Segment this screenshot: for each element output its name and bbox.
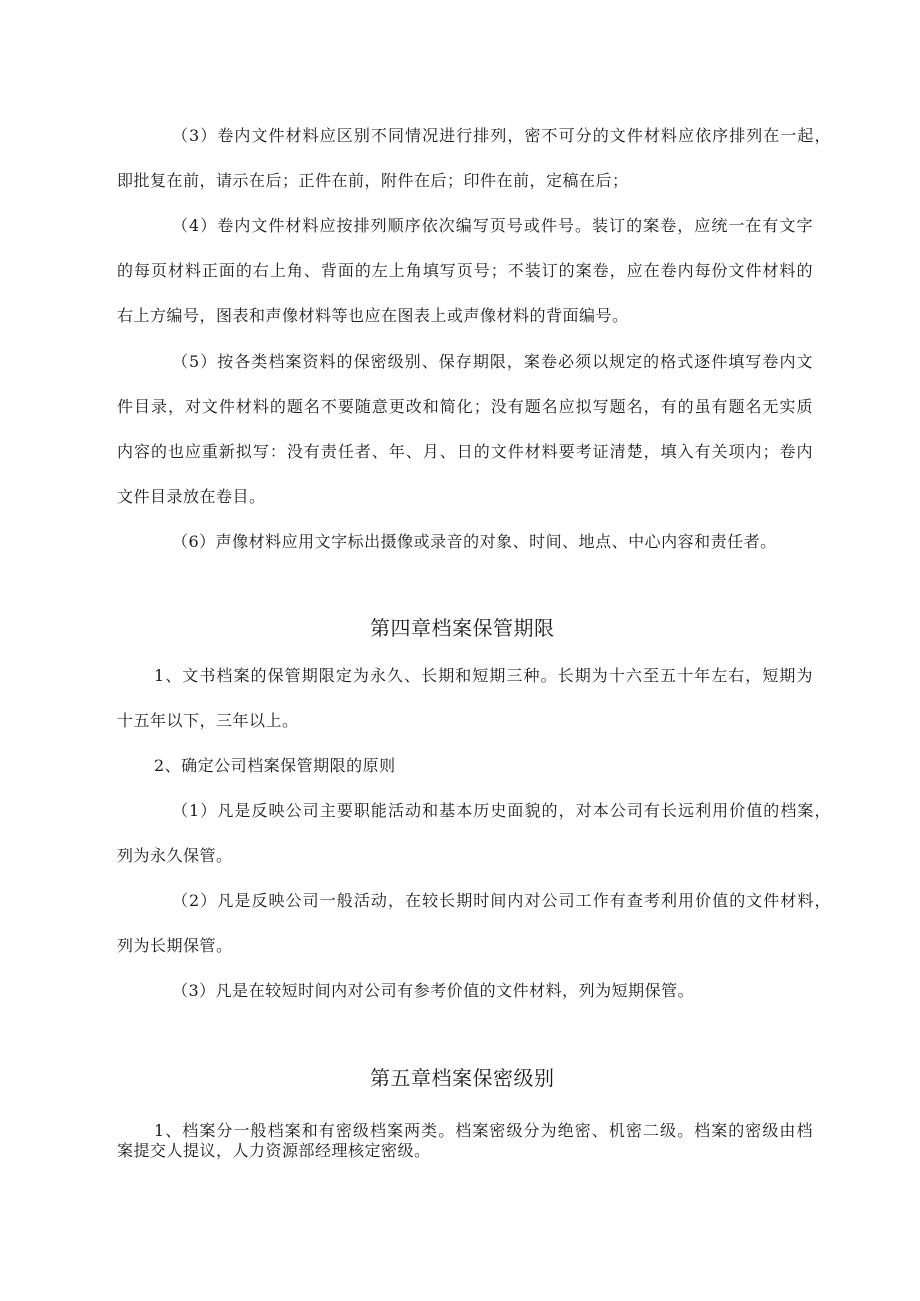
chapter-4-item-1-line-2: 十五年以下，三年以上。 bbox=[117, 711, 299, 730]
chapter-4-item-4-line-1: （2）凡是反映公司一般活动，在较长期时间内对公司工作有查考利用价值的文件材料， bbox=[172, 891, 831, 910]
chapter-4-item-4-line-2: 列为长期保管。 bbox=[117, 936, 233, 955]
paragraph-5-line-4: 文件目录放在卷目。 bbox=[117, 487, 266, 506]
paragraph-4-line-1: （4）卷内文件材料应按排列顺序依次编写页号或件号。装订的案卷，应统一在有文字 bbox=[172, 216, 813, 235]
paragraph-5-line-1: （5）按各类档案资料的保密级别、保存期限，案卷必须以规定的格式逐件填写卷内文 bbox=[172, 352, 813, 371]
paragraph-3-line-2: 即批复在前，请示在后；正件在前，附件在后；印件在前，定稿在后； bbox=[117, 171, 629, 190]
paragraph-4-line-2: 的每页材料正面的右上角、背面的左上角填写页号；不装订的案卷，应在卷内每份文件材料的 bbox=[117, 261, 813, 280]
chapter-5-title: 第五章档案保密级别 bbox=[370, 1066, 555, 1090]
chapter-4-item-3-line-1: （1）凡是反映公司主要职能活动和基本历史面貌的，对本公司有长远利用价值的档案， bbox=[172, 801, 831, 820]
paragraph-5-line-2: 件目录，对文件材料的题名不要随意更改和简化；没有题名应拟写题名，有的虽有题名无实质 bbox=[117, 397, 813, 416]
paragraph-3-line-1: （3）卷内文件材料应区别不同情况进行排列，密不可分的文件材料应依序排列在一起， bbox=[172, 126, 831, 145]
chapter-4-item-1-line-1: 1、文书档案的保管期限定为永久、长期和短期三种。长期为十六至五十年左右，短期为 bbox=[154, 666, 813, 685]
chapter-4-item-5-line-1: （3）凡是在较短时间内对公司有参考价值的文件材料，列为短期保管。 bbox=[172, 981, 695, 1000]
chapter-5-item-1-line-1: 1、档案分一般档案和有密级档案两类。档案密级分为绝密、机密二级。档案的密级由档 bbox=[154, 1121, 813, 1140]
chapter-4-item-3-line-2: 列为永久保管。 bbox=[117, 846, 233, 865]
paragraph-4-line-3: 右上方编号，图表和声像材料等也应在图表上或声像材料的背面编号。 bbox=[117, 306, 629, 325]
chapter-5-item-1-line-2: 案提交人提议，人力资源部经理核定密级。 bbox=[117, 1141, 431, 1160]
paragraph-6-line-1: （6）声像材料应用文字标出摄像或录音的对象、时间、地点、中心内容和责任者。 bbox=[172, 532, 777, 551]
chapter-4-title: 第四章档案保管期限 bbox=[370, 616, 555, 640]
chapter-4-item-2-line-1: 2、确定公司档案保管期限的原则 bbox=[154, 756, 396, 775]
paragraph-5-line-3: 内容的也应重新拟写：没有责任者、年、月、日的文件材料要考证清楚，填入有关项内；卷内 bbox=[117, 442, 813, 461]
